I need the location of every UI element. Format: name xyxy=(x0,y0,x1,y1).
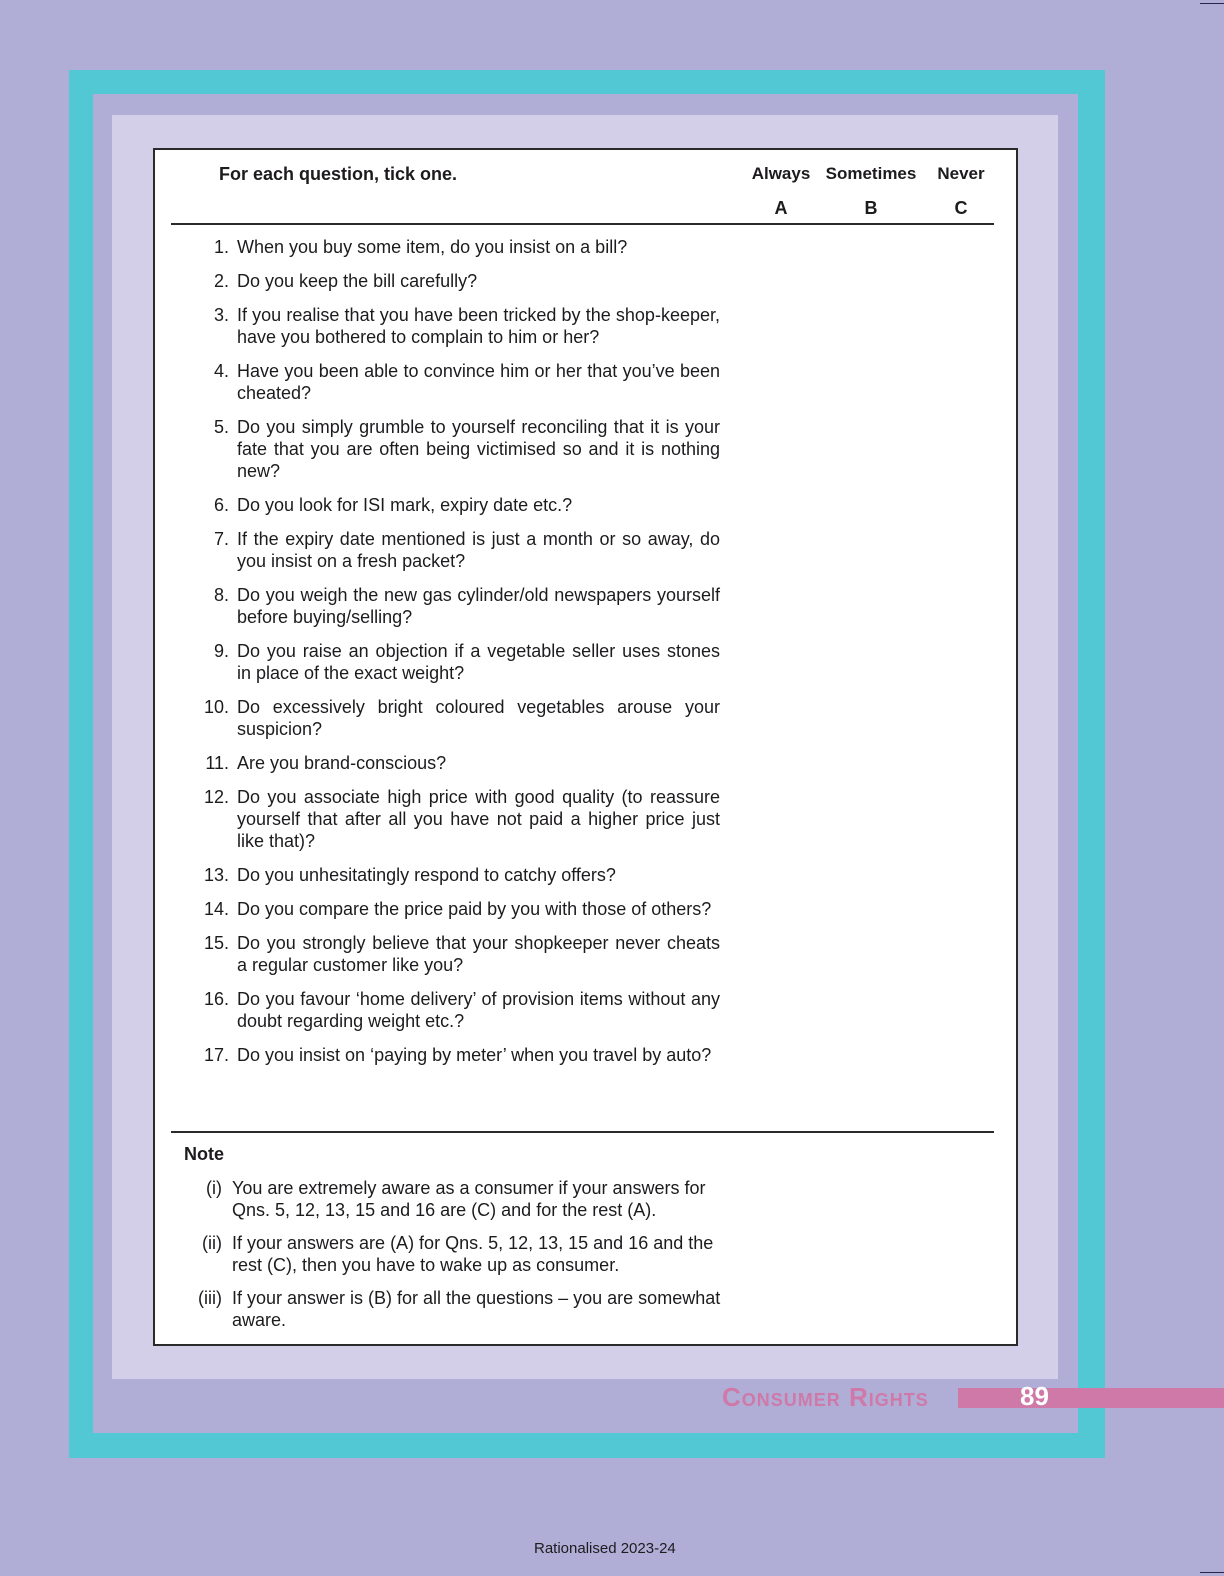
question-item: 16. Do you favour ‘home delivery’ of provision items without any doubt regarding weight etc.? xyxy=(203,989,720,1031)
note-title: Note xyxy=(184,1144,224,1164)
header-divider xyxy=(171,223,994,225)
question-item: 12. Do you associate high price with good quality (to reassure yourself that after all you have not paid a higher price just like that)? xyxy=(203,787,720,851)
crop-mark-bottom xyxy=(1200,1572,1224,1573)
column-letter: C xyxy=(954,198,968,218)
question-item: 6. Do you look for ISI mark, expiry date etc.? xyxy=(213,495,573,515)
note-divider xyxy=(171,1131,994,1133)
question-item: 13. Do you unhesitatingly respond to catchy offers? xyxy=(203,865,616,885)
column-sometimes xyxy=(821,164,921,219)
question-item: 7. If the expiry date mentioned is just a month or so away, do you insist on a fresh packet? xyxy=(213,529,720,571)
column-letter: A xyxy=(774,198,788,218)
instruction-heading: For each question, tick one. xyxy=(219,164,458,184)
page-number: 89 xyxy=(1020,1381,1049,1411)
question-item: 10. Do excessively bright coloured vegetables arouse your suspicion? xyxy=(203,697,720,739)
crop-mark-top xyxy=(1200,3,1224,4)
edition-note: Rationalised 2023-24 xyxy=(534,1540,676,1557)
chapter-title: Consumer Rights xyxy=(722,1382,929,1412)
question-item: 1. When you buy some item, do you insist on a bill? xyxy=(213,237,628,257)
note-item: (iii) If your answer is (B) for all the questions – you are somewhat aware. xyxy=(198,1288,721,1330)
column-always xyxy=(749,164,813,219)
footer-accent-bar xyxy=(958,1388,1224,1408)
question-item: 5. Do you simply grumble to yourself reconciling that it is your fate that you are often being victimised so and it is nothing new? xyxy=(213,417,720,481)
column-never xyxy=(933,164,989,219)
questionnaire-box xyxy=(153,148,1018,1346)
question-item: 9. Do you raise an objection if a vegetable seller uses stones in place of the exact weight? xyxy=(213,641,720,683)
question-item: 4. Have you been able to convince him or her that you’ve been cheated? xyxy=(213,361,720,403)
column-letter: B xyxy=(864,198,878,218)
question-list xyxy=(155,236,720,1078)
question-item: 8. Do you weigh the new gas cylinder/old newspapers yourself before buying/selling? xyxy=(213,585,720,627)
question-item: 14. Do you compare the price paid by you with those of others? xyxy=(203,899,712,919)
column-label: Sometimes xyxy=(825,164,917,183)
question-item: 17. Do you insist on ‘paying by meter’ when you travel by auto? xyxy=(203,1045,712,1065)
note-section xyxy=(184,1144,744,1342)
question-item: 11. Are you brand-conscious? xyxy=(205,753,447,773)
question-item: 2. Do you keep the bill carefully? xyxy=(213,271,478,291)
question-item: 15. Do you strongly believe that your shopkeeper never cheats a regular customer like you? xyxy=(203,933,720,975)
question-item: 3. If you realise that you have been tricked by the shop-keeper, have you bothered to complain to him or her? xyxy=(213,305,720,347)
column-label: Always xyxy=(751,164,811,183)
note-item: (ii) If your answers are (A) for Qns. 5, 12, 13, 15 and 16 and the rest (C), then you have to wake up as consumer. xyxy=(202,1233,714,1275)
note-item: (i) You are extremely aware as a consumer if your answers for Qns. 5, 12, 13, 15 and 16 are (C) and for the rest (A). xyxy=(206,1178,706,1220)
column-label: Never xyxy=(937,164,985,183)
